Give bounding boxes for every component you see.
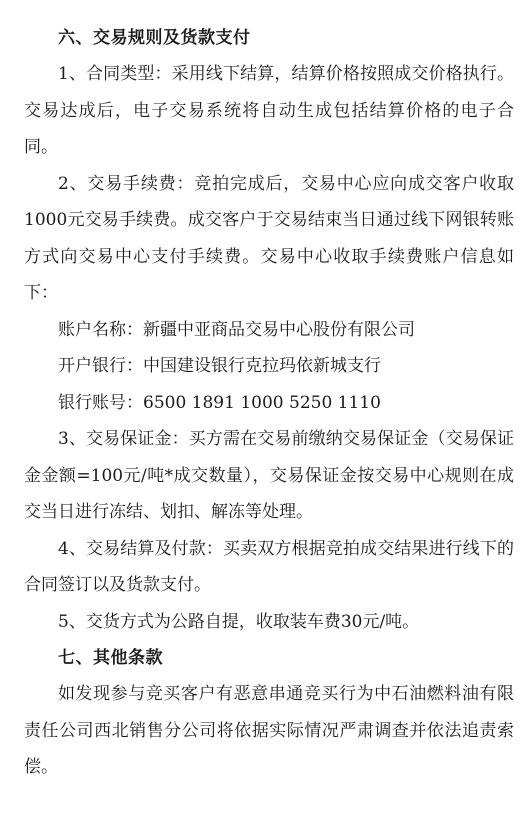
section-7-heading: 七、其他条款 [58,648,163,668]
section-6-item-5: 5、交货方式为公路自提，收取装车费30元/吨。 [58,611,420,632]
section-6-item-2: 2、交易手续费：竞拍完成后，交易中心应向成交客户收取1000元交易手续费。成交客户于交易结束当日通过线下网银转账方式向交易中心支付手续费。交易中心收取手续费账户信息如下： [24,173,514,303]
section-6-item-3: 3、交易保证金：买方需在交易前缴纳交易保证金（交易保证金金额=100元/吨*成交数量），交易保证金按交易中心规则在成交当日进行冻结、划扣、解冻等处理。 [24,429,514,522]
bank-name: 开户银行：中国建设银行克拉玛依新城支行 [58,356,381,376]
section-6-item-4: 4、交易结算及付款：买卖双方根据竞拍成交结果进行线下的合同签订以及货款支付。 [24,538,514,595]
section-6-item-1: 1、合同类型：采用线下结算，结算价格按照成交价格执行。交易达成后，电子交易系统将自动生成包括结算价格的电子合同。 [24,64,514,157]
account-name: 账户名称：新疆中亚商品交易中心股份有限公司 [58,319,415,340]
account-number: 银行账号：6500 1891 1000 5250 1110 [58,392,381,413]
section-7-body: 如发现参与竞买客户有恶意串通竞买行为中石油燃料油有限责任公司西北销售分公司将依据实际情况严肃调查并依法追责索偿。 [24,684,514,777]
section-6-heading: 六、交易规则及货款支付 [58,28,251,48]
